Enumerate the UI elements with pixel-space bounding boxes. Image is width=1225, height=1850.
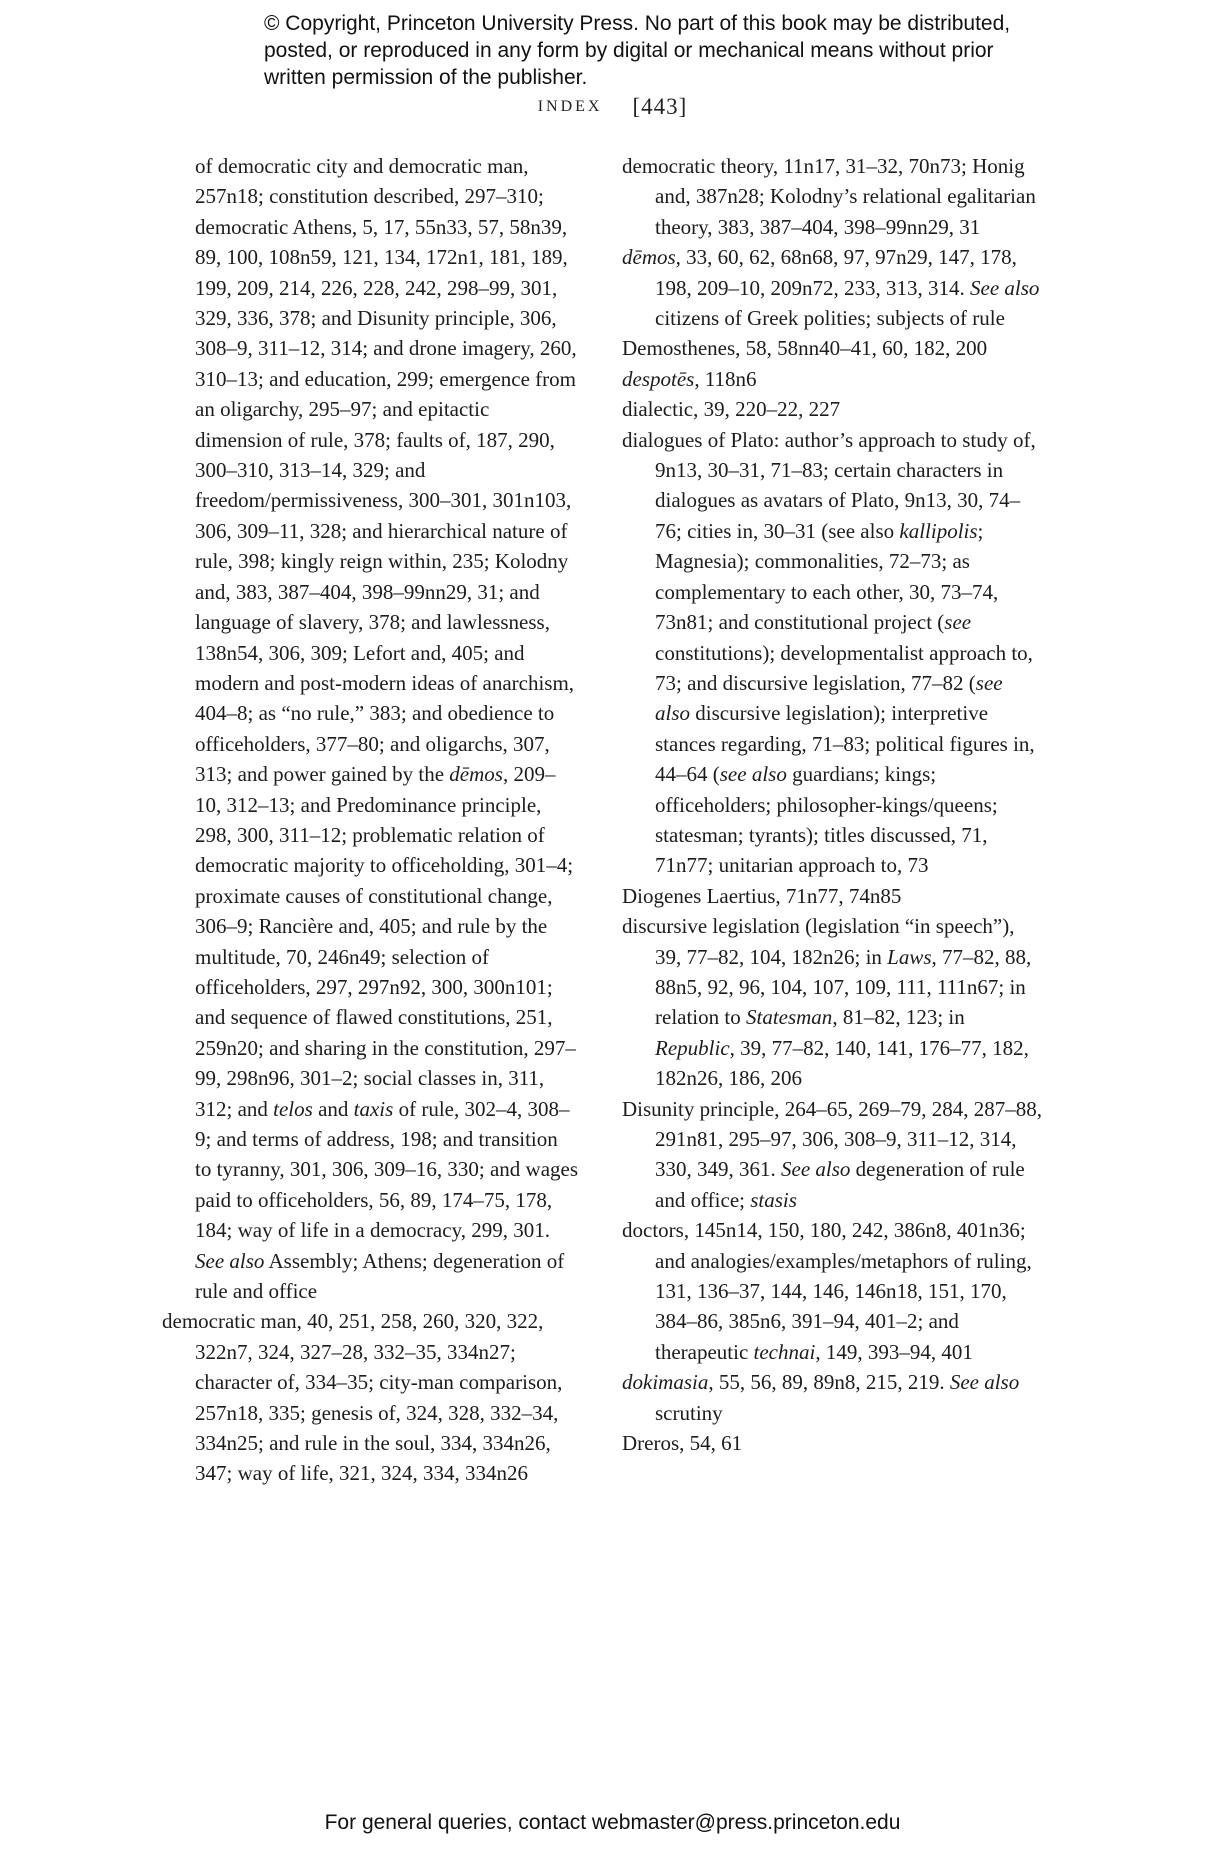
index-entry: dokimasia, 55, 56, 89, 89n8, 215, 219. See also scrutiny	[622, 1370, 1020, 1425]
index-entry: democratic man, 40, 251, 258, 260, 320, 322, 322n7, 324, 327–28, 332–35, 334n27; character of, 334–35; city-man comparison, 257n18, 335; genesis of, 324, 328, 332–34, 334n25; and rule in the soul, 334, 334n26, 347; way of life, 321, 324, 334, 334n26	[162, 1309, 563, 1486]
index-column-left	[162, 151, 578, 1489]
index-entry: dēmos, 33, 60, 62, 68n68, 97, 97n29, 147, 178, 198, 209–10, 209n72, 233, 313, 314. See also citizens of Greek polities; subjects of rule	[622, 245, 1040, 331]
index-entry: despotēs, 118n6	[622, 366, 757, 391]
copyright-notice: © Copyright, Princeton University Press. No part of this book may be distributed, posted, or reproduced in any form by digital or mechanical means without prior written permission of the publisher.	[264, 12, 1011, 89]
index-column-right	[622, 151, 1042, 1458]
running-head-label: INDEX	[537, 98, 603, 115]
index-entry: Disunity principle, 264–65, 269–79, 284, 287–88, 291n81, 295–97, 306, 308–9, 311–12, 314, 330, 349, 361. See also degeneration of rule and office; stasis	[622, 1096, 1042, 1212]
index-entry: of democratic city and democratic man, 257n18; constitution described, 297–310; democratic Athens, 5, 17, 55n33, 57, 58n39, 89, 100, 108n59, 121, 134, 172n1, 181, 189, 199, 209, 214, 226, 228, 242, 298–99, 301, 329, 336, 378; and Disunity principle, 306, 308–9, 311–12, 314; and drone imagery, 260, 310–13; and education, 299; emergence from an oligarchy, 295–97; and epitactic dimension of rule, 378; faults of, 187, 290, 300–310, 313–14, 329; and freedom/permissiveness, 300–301, 301n103, 306, 309–11, 328; and hierarchical nature of rule, 398; kingly reign within, 235; Kolodny and, 383, 387–404, 398–99nn29, 31; and language of slavery, 378; and lawlessness, 138n54, 306, 309; Lefort and, 405; and modern and post-modern ideas of anarchism, 404–8; as “no rule,” 383; and obedience to officeholders, 377–80; and oligarchs, 307, 313; and power gained by the dēmos, 209–10, 312–13; and Predominance principle, 298, 300, 311–12; problematic relation of democratic majority to officeholding, 301–4; proximate causes of constitutional change, 306–9; Rancière and, 405; and rule by the multitude, 70, 246n49; selection of officeholders, 297, 297n92, 300, 300n101; and sequence of flawed constitutions, 251, 259n20; and sharing in the constitution, 297–99, 298n96, 301–2; social classes in, 311, 312; and telos and taxis of rule, 302–4, 308–9; and terms of address, 198; and transition to tyranny, 301, 306, 309–16, 330; and wages paid to officeholders, 56, 89, 174–75, 178, 184; way of life in a democracy, 299, 301. See also Assembly; Athens; degeneration of rule and office	[195, 154, 579, 1304]
page-number: [443]	[632, 94, 688, 119]
index-entry: dialectic, 39, 220–22, 227	[622, 397, 841, 422]
index-entry: democratic theory, 11n17, 31–32, 70n73; Honig and, 387n28; Kolodny’s relational egalitarian theory, 383, 387–404, 398–99nn29, 31	[622, 154, 1036, 239]
index-entry: Dreros, 54, 61	[622, 1431, 743, 1456]
running-head	[0, 94, 1225, 120]
index-entry: dialogues of Plato: author’s approach to study of, 9n13, 30–31, 71–83; certain characters in dialogues as avatars of Plato, 9n13, 30, 74–76; cities in, 30–31 (see also kallipolis; Magnesia); commonalities, 72–73; as complementary to each other, 30, 73–74, 73n81; and constitutional project (see constitutions); developmentalist approach to, 73; and discursive legislation, 77–82 (see also discursive legislation); interpretive stances regarding, 71–83; political figures in, 44–64 (see also guardians; kings; officeholders; philosopher-kings/queens; statesman; tyrants); titles discussed, 71, 71n77; unitarian approach to, 73	[622, 427, 1036, 878]
index-entry: Diogenes Laertius, 71n77, 74n85	[622, 883, 902, 908]
contact-footer: For general queries, contact webmaster@press.princeton.edu	[324, 1811, 901, 1834]
index-entry: doctors, 145n14, 150, 180, 242, 386n8, 401n36; and analogies/examples/metaphors of ruling, 131, 136–37, 144, 146, 146n18, 151, 170, 384–86, 385n6, 391–94, 401–2; and therapeutic technai, 149, 393–94, 401	[622, 1218, 1032, 1364]
index-entry: Demosthenes, 58, 58nn40–41, 60, 182, 200	[622, 336, 988, 361]
index-entry: discursive legislation (legislation “in speech”), 39, 77–82, 104, 182n26; in Laws, 77–82, 88, 88n5, 92, 96, 104, 107, 109, 111, 111n67; in relation to Statesman, 81–82, 123; in Republic, 39, 77–82, 140, 141, 176–77, 182, 182n26, 186, 206	[622, 914, 1032, 1091]
